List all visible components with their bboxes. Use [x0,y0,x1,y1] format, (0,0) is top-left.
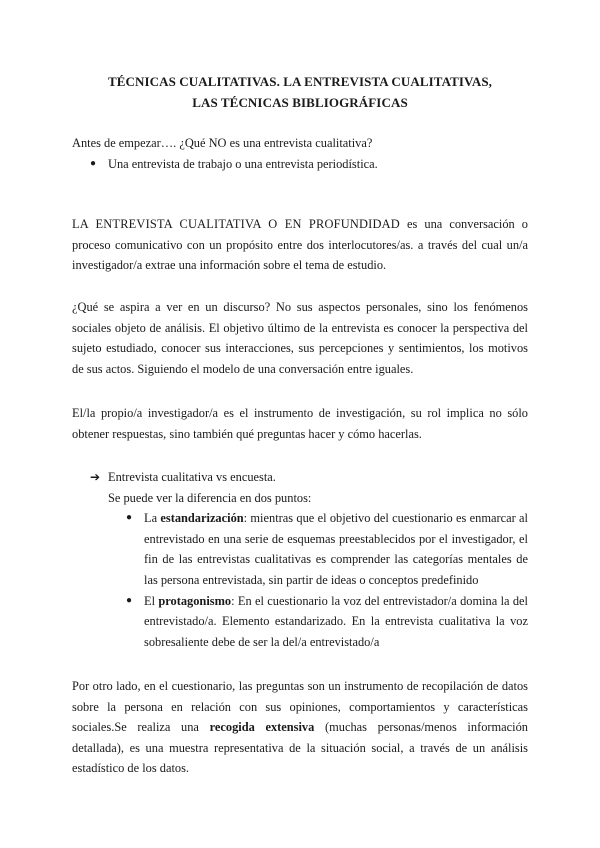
definition-term: LA ENTREVISTA CUALITATIVA O EN PROFUNDIDAD [72,217,400,231]
comparison-section [72,467,528,652]
page-title [72,71,528,113]
questionnaire-keyword: recogida extensiva [209,720,315,735]
bullet-icon: ● [90,157,97,169]
paragraph-discourse: ¿Qué se aspira a ver en un discurso? No sus aspectos personales, sino los fenómenos sociales objeto de análisis. El objetivo último de la entrevista es conocer la perspectiva del sujeto estudiado, conocer sus interacciones, sus percepciones y sentimientos, los motivos de sus actos. Siguiendo el modelo de una conversación entre iguales. [72,300,528,376]
intro-question: Antes de empezar…. ¿Qué NO es una entrevista cualitativa? [72,136,373,150]
arrow-right-icon: ➔ [90,470,101,484]
point-text: : mientras que el objetivo del cuestionario es enmarcar al entrevistado en una serie de esquemas preestablecidos por el investigador, el fin de las entrevistas cualitativas es comprender las categorías mentales de las persona entrevistada, sin partir de ideas o conceptos predefinido [144,511,528,587]
comparison-points [72,508,528,652]
title-line-2: LAS TÉCNICAS BIBLIOGRÁFICAS [192,95,408,110]
comparison-heading: Entrevista cualitativa vs encuesta. [108,470,276,484]
point-text: : En el cuestionario la voz del entrevistador/a domina la del entrevistado/a. Elemento estandarizado. En la entrevista cualitativa la voz sobresaliente debe de ser la del/a entrevistado/a [144,593,529,649]
point-prefix: El [144,593,159,608]
point-keyword: protagonismo [158,593,232,608]
intro-bullet-text: Una entrevista de trabajo o una entrevista periodística. [108,156,378,171]
comparison-arrow-item [72,467,528,488]
questionnaire-text-before: Por otro lado, en el cuestionario, las preguntas son un instrumento de recopilación de datos sobre la persona en relación con sus opiniones, comportamientos y características sociales.Se realiza una [72,679,528,735]
point-prefix: La [144,511,161,526]
comparison-subline: Se puede ver la diferencia en dos puntos: [108,490,312,505]
bullet-icon: ● [126,512,133,524]
intro-section [72,133,528,174]
comparison-point-standardization [126,508,528,590]
paragraph-questionnaire [72,676,528,779]
questionnaire-text-after: (muchas personas/menos información detallada), es una muestra representativa de la situación social, a través de un análisis estadístico de los datos. [72,720,528,776]
paragraph-researcher: El/la propio/a investigador/a es el instrumento de investigación, su rol implica no sólo obtener respuestas, sino también qué preguntas hacer y cómo hacerlas. [72,406,528,441]
title-line-1: TÉCNICAS CUALITATIVAS. LA ENTREVISTA CUALITATIVAS, [107,74,493,89]
bullet-icon: ● [126,594,133,606]
intro-bullet-item [72,154,528,175]
comparison-point-protagonism [126,591,529,653]
point-keyword: estandarización [160,511,244,526]
definition-paragraph [72,214,528,276]
definition-text: es una conversación o proceso comunicativo con un propósito entre dos interlocutores/as. a través del cual un/a investigador/a extrae una información sobre el tema de estudio. [72,217,528,273]
